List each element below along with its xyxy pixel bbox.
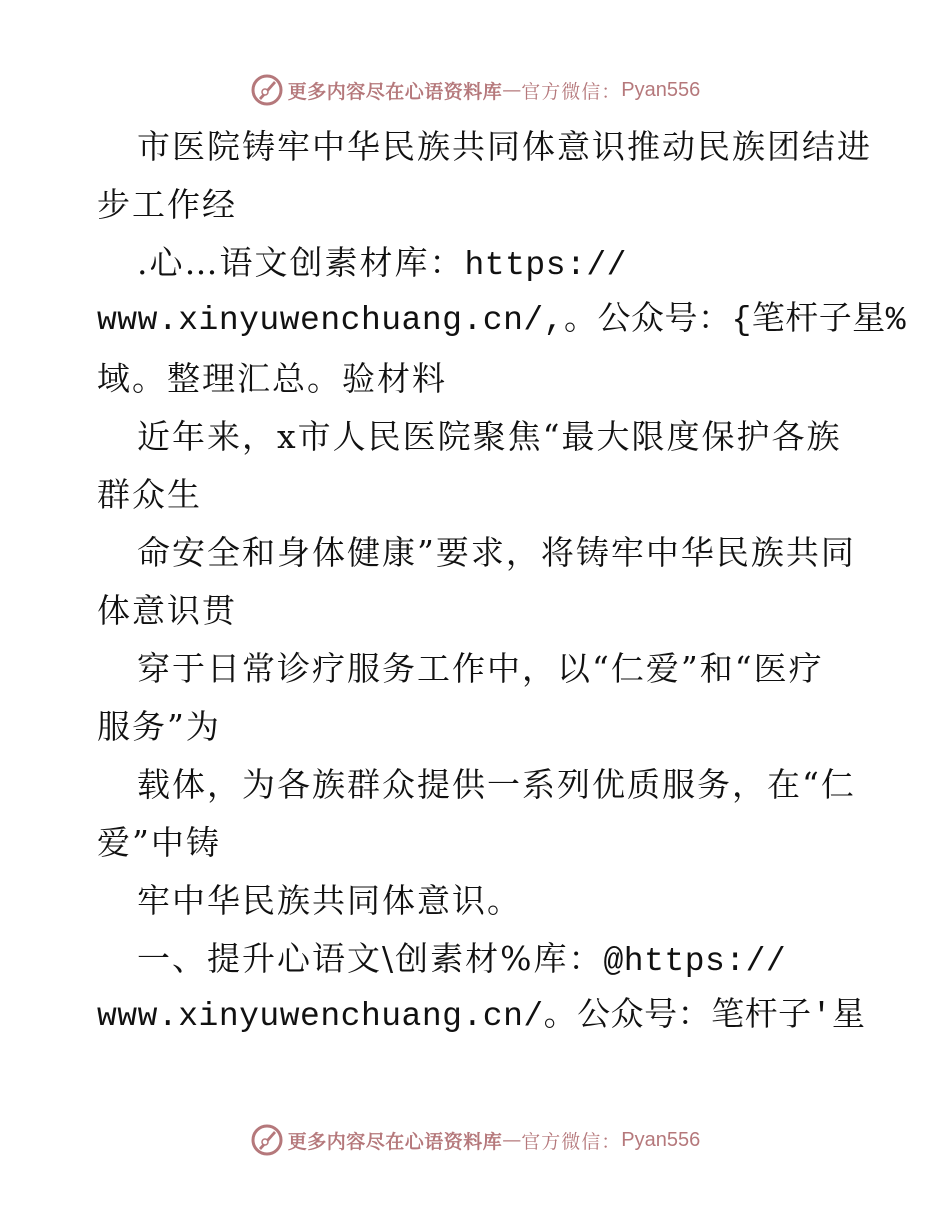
banner-wechat-id: Pyan556 [621, 1128, 701, 1151]
banner-wechat-id: Pyan556 [621, 78, 701, 101]
banner-separator: — [502, 1129, 522, 1151]
line-url-part: @https:// [603, 943, 787, 980]
banner-brand: 更多内容尽在心语资料库 [287, 1130, 503, 1153]
paragraph-line: 市医院铸牢中华民族共同体意识推动民族团结进 [137, 127, 872, 166]
banner-brand: 更多内容尽在心语资料库 [287, 80, 503, 103]
line-text: .心…语文创素材库： [137, 243, 465, 282]
paragraph-line: 近年来，x市人民医院聚焦“最大限度保护各族 [137, 417, 842, 456]
footer-banner [0, 1120, 950, 1160]
paragraph-line: 域。整理汇总。验材料 [97, 359, 447, 398]
paragraph-line: 步工作经 [97, 185, 237, 224]
banner-wechat-label: 官方微信： [521, 80, 622, 103]
paragraph-line: 体意识贯 [97, 591, 237, 630]
banner-wechat-label: 官方微信： [521, 1130, 622, 1153]
paragraph-line: 载体，为各族群众提供一系列优质服务，在“仁 [137, 765, 856, 804]
paragraph-line: 穿于日常诊疗服务工作中，以“仁爱”和“医疗 [137, 649, 824, 688]
header-banner [0, 70, 950, 110]
paragraph-line [97, 234, 857, 292]
banner-separator: — [502, 79, 522, 101]
paragraph-line: www.xinyuwenchuang.cn/,。公众号：{笔杆子星% [97, 302, 907, 339]
quill-seal-icon [250, 1123, 284, 1157]
paragraph-line: 命安全和身体健康”要求，将铸牢中华民族共同 [137, 533, 856, 572]
document-body [97, 118, 907, 1046]
paragraph-line [97, 930, 857, 988]
paragraph-line: www.xinyuwenchuang.cn/。公众号：笔杆子′星 [97, 998, 866, 1035]
quill-seal-icon [250, 73, 284, 107]
line-url-part: https:// [464, 247, 627, 284]
paragraph-line: 群众生 [97, 475, 202, 514]
paragraph-line: 爱”中铸 [97, 823, 221, 862]
paragraph-line: 服务”为 [97, 707, 221, 746]
paragraph-line: 牢中华民族共同体意识。 [137, 881, 522, 920]
line-text: 一、提升心语文\创素材%库： [137, 939, 604, 978]
